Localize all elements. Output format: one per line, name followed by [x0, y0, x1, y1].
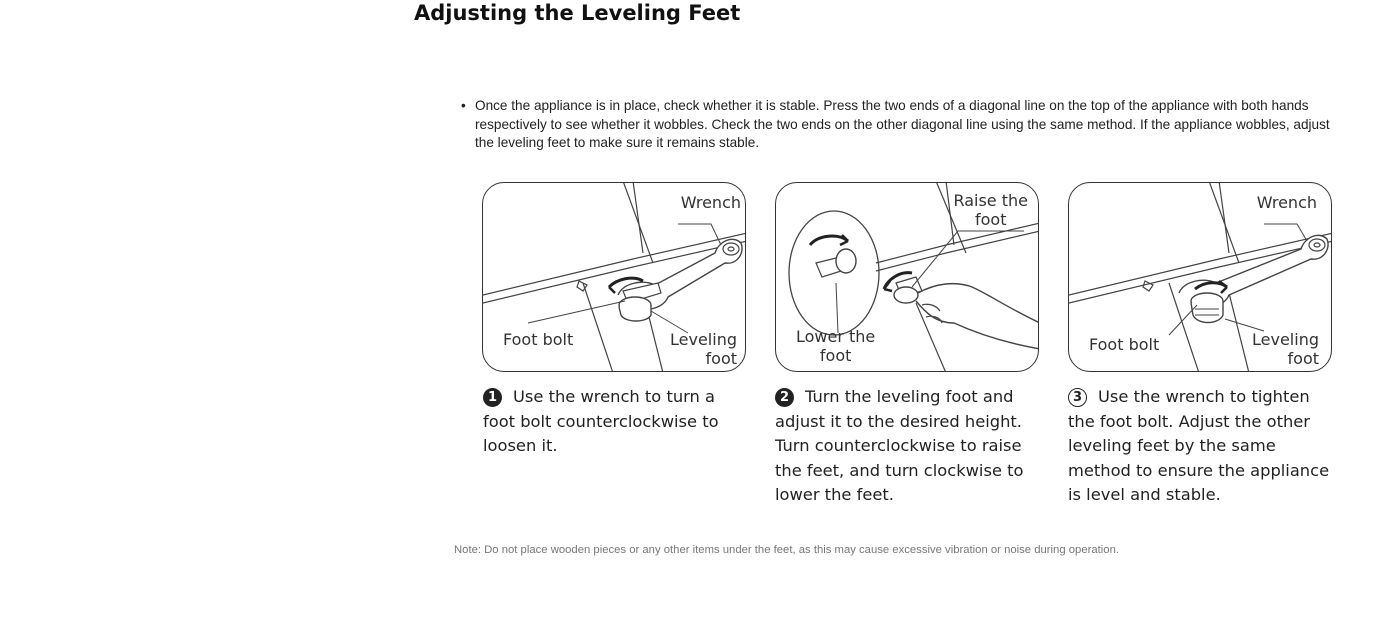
step-2-text: Turn the leveling foot and adjust it to the desired height. Turn counterclockwise to raise the feet, and turn clockwise to lower the feet. — [775, 387, 1024, 504]
lower-foot-label: Lower the foot — [796, 327, 876, 365]
foot-bolt-label: Foot bolt — [1089, 335, 1160, 354]
intro-paragraph — [461, 97, 1341, 153]
leveling-foot-label: Leveling foot — [1252, 330, 1319, 368]
note-text: Note: Do not place wooden pieces or any other items under the feet, as this may cause excessive vibration or noise during operation. — [454, 544, 1120, 556]
foot-bolt-label: Foot bolt — [503, 330, 574, 349]
step-3-caption — [1068, 385, 1340, 508]
page-title: Adjusting the Leveling Feet — [414, 1, 741, 25]
illustration-panel-3 — [1068, 182, 1332, 372]
wrench-label: Wrench — [680, 193, 741, 212]
raise-foot-label: Raise the foot — [953, 191, 1028, 229]
bullet-glyph: • — [461, 98, 466, 113]
step-2-caption — [775, 385, 1045, 508]
intro-text: Once the appliance is in place, check whether it is stable. Press the two ends of a diagonal line on the top of the appliance with both hands respectively to see whether it wobbles. Check the two ends on the other diagonal line using the same method. If the appliance wobbles, adjust the leveling feet to make sure it remains stable. — [475, 98, 1330, 150]
step-1-text: Use the wrench to turn a foot bolt counterclockwise to loosen it. — [483, 387, 719, 455]
leveling-foot-label: Leveling foot — [670, 330, 737, 368]
illustration-panel-1 — [482, 182, 746, 372]
step-number-badge: 2 — [775, 388, 794, 407]
step-1-caption — [483, 385, 751, 459]
illustration-panel-2 — [775, 182, 1039, 372]
wrench-label: Wrench — [1256, 193, 1317, 212]
step-number-badge: 3 — [1068, 388, 1087, 407]
step-3-text: Use the wrench to tighten the foot bolt. Adjust the other leveling feet by the same method to ensure the appliance is level and stable. — [1068, 387, 1330, 504]
step-number-badge: 1 — [483, 388, 502, 407]
